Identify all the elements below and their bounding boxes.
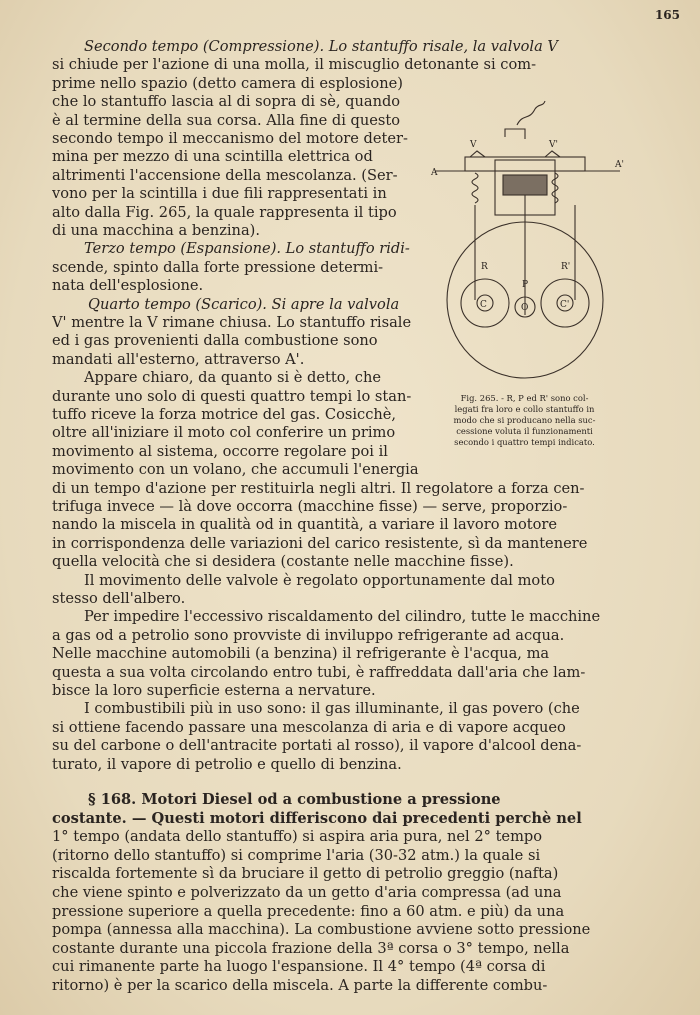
text-line: I combustibili più in uso sono: il gas illuminante, il gas povero (che bbox=[84, 700, 580, 718]
page-number: 165 bbox=[654, 8, 680, 22]
text-line: Appare chiaro, da quanto si è detto, che bbox=[84, 369, 382, 387]
label-c: C bbox=[480, 300, 487, 310]
text-line: mandati all'esterno, attraverso A'. bbox=[52, 350, 305, 368]
label-a: A bbox=[431, 168, 438, 178]
text-line: oltre all'iniziare il moto col conferire un primo bbox=[52, 424, 396, 442]
text-line: Il movimento delle valvole è regolato opportunamente dal moto bbox=[84, 571, 555, 589]
text-line: che lo stantuffo lascia al di sopra di sè, quando bbox=[52, 93, 401, 111]
text-line: scende, spinto dalla forte pressione determi- bbox=[52, 258, 384, 276]
text-line: Quarto tempo (Scarico). Si apre la valvola bbox=[88, 295, 400, 313]
label-c-prime: C' bbox=[560, 300, 570, 310]
wire-loop bbox=[505, 129, 525, 139]
text-line: 1° tempo (andata dello stantuffo) si aspira aria pura, nel 2° tempo bbox=[52, 828, 543, 846]
valve-v-prime bbox=[545, 151, 560, 157]
label-o: O bbox=[521, 303, 529, 313]
text-line: tuffo riceve la forza motrice del gas. Cosicchè, bbox=[52, 406, 397, 423]
text-line: movimento al sistema, occorre regolare poi il bbox=[52, 442, 388, 460]
engine-diagram bbox=[425, 95, 630, 385]
text-line: nata dell'esplosione. bbox=[52, 277, 204, 295]
text-line: si ottiene facendo passare una mescolanza di aria e di vapore acqueo bbox=[52, 718, 566, 736]
valve-chamber bbox=[465, 157, 585, 171]
text-line: V' mentre la V rimane chiusa. Lo stantuffo risale bbox=[52, 314, 412, 331]
text-line: durante uno solo di questi quattro tempi lo stan- bbox=[52, 387, 412, 405]
text-line: (ritorno dello stantuffo) si comprime l'aria (30-32 atm.) la quale si bbox=[52, 846, 541, 864]
label-p: P bbox=[522, 280, 529, 290]
text-line: stesso dell'albero. bbox=[52, 590, 186, 607]
text-line: prime nello spazio (detto camera di esplosione) bbox=[52, 74, 403, 92]
text-line: quella velocità che si desidera (costante nelle macchine fisse). bbox=[52, 553, 514, 571]
text-line: che viene spinto e polverizzato da un getto d'aria compressa (ad una bbox=[52, 884, 562, 901]
text-line: altrimenti l'accensione della mescolanza. (Ser- bbox=[52, 166, 398, 184]
text-line: su del carbone o dell'antracite portati al rosso), il vapore d'alcool dena- bbox=[52, 737, 582, 755]
valve-v bbox=[470, 151, 485, 157]
text-line: è al termine della sua corsa. Alla fine di questo bbox=[52, 111, 401, 129]
text-line: cui rimanente parte ha luogo l'espansione. Il 4° tempo (4ª corsa di bbox=[52, 958, 546, 976]
label-r-prime: R' bbox=[561, 262, 571, 272]
text-line: trifuga invece — là dove occorra (macchine fisse) — serve, proporzio- bbox=[52, 498, 568, 515]
piston bbox=[503, 175, 547, 195]
text-line: bisce la loro superficie esterna a nervature. bbox=[52, 682, 376, 699]
text-line: costante. — Questi motori differiscono dai precedenti perchè nel bbox=[52, 809, 582, 827]
text-line: pressione superiore a quella precedente: fino a 60 atm. e più) da una bbox=[52, 902, 565, 920]
text-line: nando la miscela in qualità od in quantità, a variare il lavoro motore bbox=[52, 516, 558, 534]
text-line: Secondo tempo (Compressione). Lo stantuffo risale, la valvola V bbox=[84, 38, 558, 55]
text-line: vono per la scintilla i due fili rappresentati in bbox=[52, 185, 387, 203]
label-r: R bbox=[481, 262, 488, 272]
text-line: di un tempo d'azione per restituirla negli altri. Il regolatore a forza cen- bbox=[52, 479, 585, 497]
text-line: alto dalla Fig. 265, la quale rappresenta il tipo bbox=[52, 203, 397, 221]
text-line: in corrispondenza delle variazioni del carico resistente, sì da mantenere bbox=[52, 534, 588, 552]
text-line: movimento con un volano, che accumuli l'energia bbox=[52, 461, 419, 479]
wire-top bbox=[517, 101, 545, 125]
text-line: a gas od a petrolio sono provviste di inviluppo refrigerante ad acqua. bbox=[52, 626, 565, 644]
text-line: si chiude per l'azione di una molla, il miscuglio detonante si com- bbox=[52, 56, 537, 74]
text-line: Terzo tempo (Espansione). Lo stantuffo ridi- bbox=[84, 240, 410, 258]
text-line: questa a sua volta circolando entro tubi, è raffreddata dall'aria che lam- bbox=[52, 663, 586, 681]
text-line: costante durante una piccola frazione della 3ª corsa o 3° tempo, nella bbox=[52, 939, 570, 957]
label-v: V bbox=[470, 140, 477, 150]
text-line: di una macchina a benzina). bbox=[52, 222, 260, 239]
spring-left bbox=[472, 173, 478, 203]
text-line: Per impedire l'eccessivo riscaldamento del cilindro, tutte le macchine bbox=[84, 608, 601, 626]
text-line: ed i gas provenienti dalla combustione sono bbox=[52, 332, 378, 350]
figure-caption: Fig. 265. - R, P ed R' sono col- legati fra loro e collo stantuffo in modo che si producano nella suc- cessione voluta il funzionamenti secondo i quattro tempi indicato. bbox=[453, 393, 596, 447]
text-line: mina per mezzo di una scintilla elettrica od bbox=[52, 148, 373, 166]
label-a-prime: A' bbox=[615, 160, 624, 170]
label-v-prime: V' bbox=[549, 140, 558, 150]
text-line: § 168. Motori Diesel od a combustione a pressione bbox=[88, 791, 501, 808]
text-line: riscalda fortemente sì da bruciare il getto di petrolio greggio (nafta) bbox=[52, 865, 559, 883]
text-line: secondo tempo il meccanismo del motore deter- bbox=[52, 130, 408, 147]
text-line: Nelle macchine automobili (a benzina) il refrigerante è l'acqua, ma bbox=[52, 645, 550, 663]
text-line: ritorno) è per la scarico della miscela. A parte la differente combu- bbox=[52, 977, 548, 994]
text-line: pompa (annessa alla macchina). La combustione avviene sotto pressione bbox=[52, 921, 591, 939]
text-line: turato, il vapore di petrolio e quello di benzina. bbox=[52, 755, 402, 773]
